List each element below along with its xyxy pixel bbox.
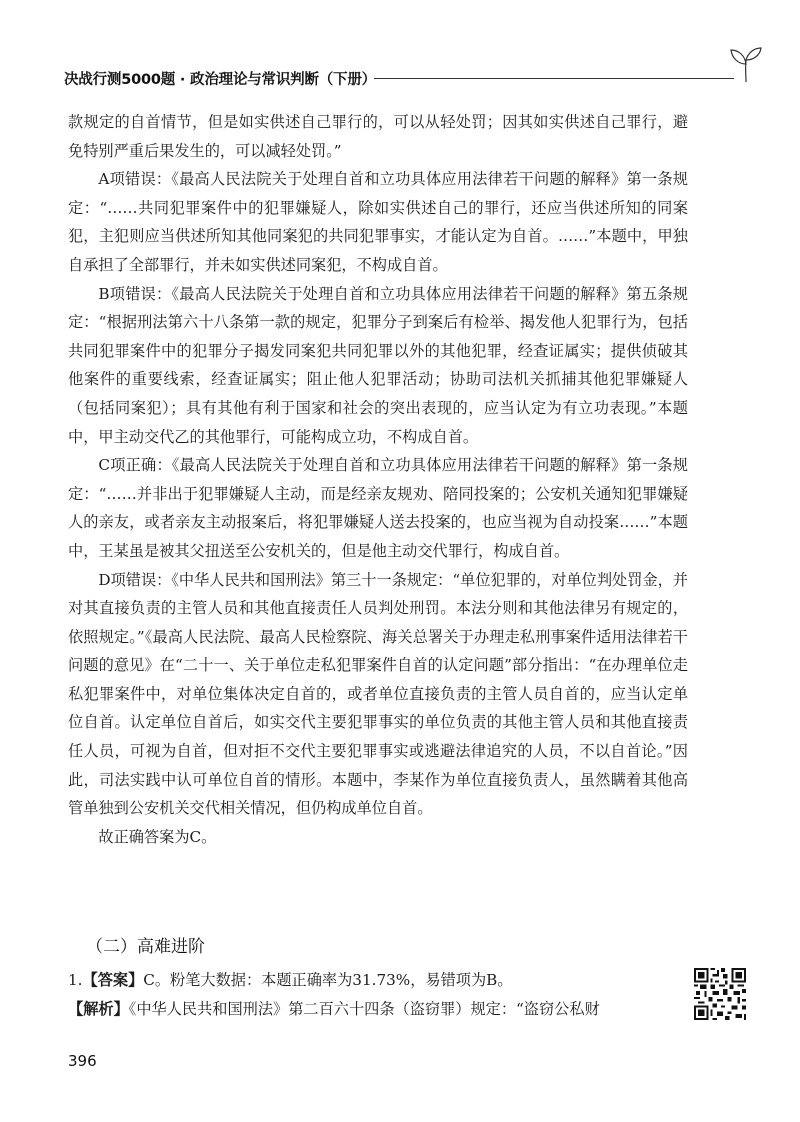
body-text — [68, 108, 688, 851]
answer-text: C。粉笔大数据：本题正确率为31.73%，易错项为B。 — [143, 971, 513, 989]
page-number: 396 — [68, 1052, 97, 1070]
answer-line — [68, 966, 688, 995]
conclusion: 故正确答案为C。 — [98, 827, 217, 846]
paragraph-option-a: A项错误：《最高人民法院关于处理自首和立功具体应用法律若干问题的解释》第一条规定：“……共同犯罪案件中的犯罪嫌疑人，除如实供述自己的罪行，还应当供述所知的同案犯，主犯则应当供述所知其他同案犯的共同犯罪事实，才能认定为自首。……”本题中，甲独自承担了全部罪行，并未如实供述同案犯，不构成自首。 — [68, 170, 688, 274]
analysis-tag: 【解析】 — [68, 1000, 129, 1018]
paragraph-option-c: C项正确：《最高人民法院关于处理自首和立功具体应用法律若干问题的解释》第一条规定：“……并非出于犯罪嫌疑人主动，而是经亲友规劝、陪同投案的；公安机关通知犯罪嫌疑人的亲友，或者亲友主动报案后，将犯罪嫌疑人送去投案的，也应当视为自动投案……”本题中，王某虽是被其父扭送至公安机关的，但是他主动交代罪行，构成自首。 — [68, 456, 688, 560]
question-number: 1. — [68, 971, 83, 989]
running-header — [64, 64, 754, 94]
paragraph-option-b: B项错误：《最高人民法院关于处理自首和立功具体应用法律若干问题的解释》第五条规定：“根据刑法第六十八条第一款的规定，犯罪分子到案后有检举、揭发他人犯罪行为，包括共同犯罪案件中的犯罪分子揭发同案犯共同犯罪以外的其他犯罪，经查证属实；提供侦破其他案件的重要线索，经查证属实；阻止他人犯罪活动；协助司法机关抓捕其他犯罪嫌疑人（包括同案犯）；具有其他有利于国家和社会的突出表现的，应当认定为有立功表现。”本题中，甲主动交代乙的其他罪行，可能构成立功，不构成自首。 — [68, 284, 688, 446]
analysis-text: 《中华人民共和国刑法》第二百六十四条（盗窃罪）规定：“盗窃公私财 — [128, 1000, 600, 1018]
question-block — [68, 966, 688, 1024]
sprout-icon — [728, 44, 764, 84]
book-title: 决战行测5000题 · 政治理论与常识判断（下册） — [64, 72, 376, 88]
paragraph: 款规定的自首情节，但是如实供述自己罪行的，可以从轻处罚；因其如实供述自己罪行，避免特别严重后果发生的，可以减轻处罚。” — [68, 113, 688, 160]
qr-code-icon[interactable] — [694, 968, 746, 1020]
paragraph-option-d: D项错误：《中华人民共和国刑法》第三十一条规定：“单位犯罪的，对单位判处罚金，并对其直接负责的主管人员和其他直接责任人员判处刑罚。本法分则和其他法律另有规定的，依照规定。”《最高人民法院、最高人民检察院、海关总署关于办理走私刑事案件适用法律若干问题的意见》在“二十一、关于单位走私犯罪案件自首的认定问题”部分指出：“在办理单位走私犯罪案件中，对单位集体决定自首的，或者单位直接负责的主管人员自首的，应当认定单位自首。认定单位自首后，如实交代主要犯罪事实的单位负责的其他主管人员和其他直接责任人员，可视为自首，但对拒不交代主要犯罪事实或逃避法律追究的人员，不以自首论。”因此，司法实践中认可单位自首的情形。本题中，李某作为单位直接负责人，虽然瞒着其他高管单独到公安机关交代相关情况，但仍构成单位自首。 — [68, 570, 688, 818]
header-rule — [374, 78, 734, 79]
answer-tag: 【答案】 — [82, 971, 144, 989]
analysis-line — [68, 995, 688, 1024]
section-heading: （二）高难进阶 — [86, 937, 205, 957]
